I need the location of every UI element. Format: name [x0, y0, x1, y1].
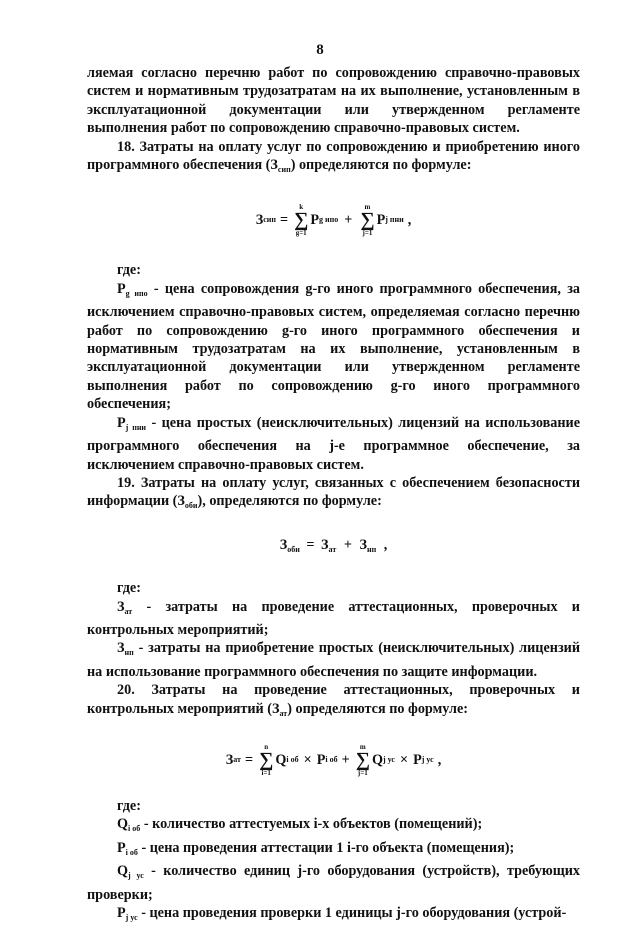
formula-3: З ат = n ∑ i=1 Q i об × P i об + m ∑ j=1 Q j ус × P j ус ,	[225, 742, 442, 777]
definition-p-j-pni: $P_{j пни}$ - цена простых (неисключительных) лицензий на использование программного обеспечения на j-е программное обеспечение, за исключением справочно-правовых систем.	[87, 414, 580, 473]
where-label: где:	[117, 797, 141, 814]
sum-sign: m ∑ j=1	[360, 203, 375, 238]
page-number: 8	[316, 42, 324, 58]
paragraph-intro: ляемая согласно перечню работ по сопровождению справочно-правовых систем и нормативным трудозатратам на их выполнение, установленным в эксплуатационной документации или утвержденном регламенте выполнения работ по сопровождению справочно-правовых систем.	[87, 65, 580, 137]
paragraph-18: 18. Затраты на оплату услуг по сопровождению и приобретению иного программного обеспечения $(З_{сип})$ определяются по формуле:	[87, 138, 580, 175]
paragraph-20: 20. Затраты на проведение аттестационных, проверочных и контрольных мероприятий $(З_{ат})$ определяются по формуле:	[87, 682, 580, 718]
definition-p-i-ob: $P_{i об}$ - цена проведения аттестации 1 i-го объекта (помещения);	[117, 839, 515, 857]
formula-1: З сип = k ∑ g=1 P g ипо + m ∑ j=1 P j пни ,	[255, 203, 412, 238]
document-body	[87, 64, 580, 927]
definition-p-j-us: $P_{j ус}$ - цена проведения проверки 1 единицы j-го оборудования (устрой-	[117, 905, 567, 922]
where-label: где:	[117, 580, 141, 597]
sum-sign: m ∑ j=1	[355, 742, 370, 777]
where-label: где:	[117, 262, 141, 279]
definition-q-j-us: $Q_{j ус}$ - количество единиц j-го оборудования (устройств), требующих проверки;	[87, 863, 581, 903]
sum-sign: n ∑ i=1	[259, 742, 274, 777]
definition-z-at: $З_{ат}$ - затраты на проведение аттестационных, проверочных и контрольных мероприятий;	[87, 598, 580, 638]
sum-sign: k ∑ g=1	[294, 203, 309, 238]
definition-p-g-ipo: $P_{g ипо}$ - цена сопровождения g-го иного программного обеспечения, за исключением справочно-правовых систем, определяемая согласно перечню работ по сопровождению g-го иного программного обеспечения и нормативным трудозатратам на их выполнение, установленным в эксплуатационной документации или утвержденном регламенте выполнения работ по сопровождению g-го иного программного обеспечения;	[87, 280, 580, 413]
paragraph-19: 19. Затраты на оплату услуг, связанных с обеспечением безопасности информации $(З_{оби})$, определяются по формуле:	[87, 474, 580, 511]
definition-q-i-ob: $Q_{i об}$ - количество аттестуемых i-х объектов (помещений);	[117, 816, 483, 834]
formula-2: $З_{оби} = З_{ат} + З_{нп}$ ,	[279, 536, 388, 554]
definition-z-np: $З_{нп}$ - затраты на приобретение простых (неисключительных) лицензий на использование программного обеспечения по защите информации.	[87, 640, 580, 680]
inline-symbol: $З_{сип}$	[270, 157, 291, 175]
